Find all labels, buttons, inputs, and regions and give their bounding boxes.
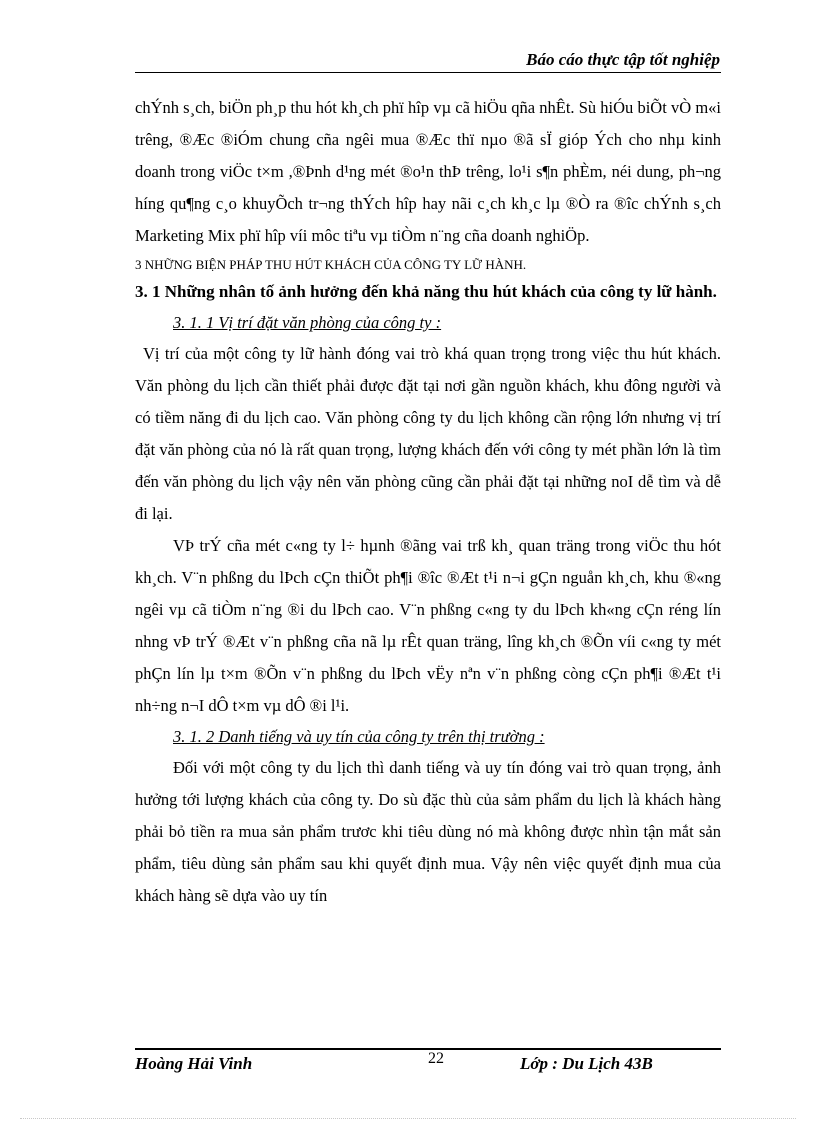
page-edge-divider xyxy=(20,1118,796,1119)
heading-3-1-2: 3. 1. 2 Danh tiếng và uy tín của công ty trên thị trường : xyxy=(173,727,545,746)
document-body xyxy=(135,92,721,912)
page-number: 22 xyxy=(428,1050,444,1067)
footer-author: Hoàng Hải Vinh xyxy=(135,1054,253,1073)
footer-class: Lớp : Du Lịch 43B xyxy=(520,1054,653,1073)
paragraph-1: chÝnh s¸ch, biÖn ph¸p thu hót kh¸ch phï hîp vµ cã hiÖu qña nhÊt. Sù hiÓu biÕt vÒ m«i trêng, ®Æc ®iÓm chung cña ngêi mua ®Æc thï nµo ®ã sÏ gióp Ých cho nhµ kinh doanh trong viÖc t×m ,®Þnh d¹ng mét ®o¹n thÞ trêng, lo¹i s¶n phÈm, néi dung, ph¬ng híng qu¶ng c¸o khuyÕch tr¬ng thÝch hîp hay nãi c¸ch kh¸c lµ ®Ò ra ®îc chÝnh s¸ch Marketing Mix phï hîp víi môc tiªu vµ tiÒm n¨ng cña doanh nghiÖp. xyxy=(135,98,721,245)
paragraph-4: Đối với một công ty du lịch thì danh tiếng và uy tín đóng vai trò quan trọng, ảnh hưởng tới lượng khách của công ty. Do sù đặc thù của sảm phẩm du lịch là khách hàng phải bỏ tiền ra mua sản phẩm trươc khi tiêu dùng nó mà không được nhìn tận mắt sản phẩm, tiêu dùng sản phẩm sau khi quyết định mua. Vậy nên việc quyết định mua của khách hàng sẽ dựa vào uy tín xyxy=(135,758,721,905)
header-title: Báo cáo thực tập tốt nghiệp xyxy=(526,50,720,69)
heading-3-1: 3. 1 Những nhân tố ảnh hưởng đến khả năng thu hút khách của công ty lữ hành. xyxy=(135,282,717,301)
header-rule xyxy=(135,72,721,73)
paragraph-3: VÞ trÝ cña mét c«ng ty l÷ hµnh ®ãng vai trß kh¸ quan träng trong viÖc thu hót kh¸ch. V¨n phßng du lÞch cÇn thiÕt ph¶i ®îc ®Æt t¹i n¬i gÇn nguån kh¸ch, khu ®«ng ngêi vµ cã tiÒm n¨ng ®i du lÞch cao. V¨n phßng c«ng ty du lÞch kh«ng cÇn réng lín nhng vÞ trÝ ®Æt v¨n phßng cña nã lµ rÊt quan träng, lîng kh¸ch ®Õn víi c«ng ty mét phÇn lín lµ t×m ®Õn v¨n phßng du lÞch vËy nªn v¨n phßng còng cÇn ph¶i ®Æt t¹i nh÷ng n¬I dÔ t×m vµ dÔ ®i l¹i. xyxy=(135,536,721,715)
heading-3-1-1: 3. 1. 1 Vị trí đặt văn phòng của công ty : xyxy=(173,313,442,332)
paragraph-2: Vị trí của một công ty lữ hành đóng vai trò khá quan trọng trong việc thu hút khách. Văn phòng du lịch cần thiết phải được đặt tại nơi gần nguồn khách, khu đông người và có tiềm năng đi du lịch cao. Văn phòng công ty du lịch không cần rộng lớn nhưng vị trí đặt văn phòng của nó là rất quan trọng, lượng khách đến với công ty mét phần lớn là tìm đến văn phòng du lịch vậy nên văn phòng cũng cần phải đặt tại những noI dễ tìm và dễ đi lại. xyxy=(135,344,721,523)
section-3-caps-heading: 3 NHỮNG BIỆN PHÁP THU HÚT KHÁCH CỦA CÔNG TY LỮ HÀNH. xyxy=(135,257,527,272)
